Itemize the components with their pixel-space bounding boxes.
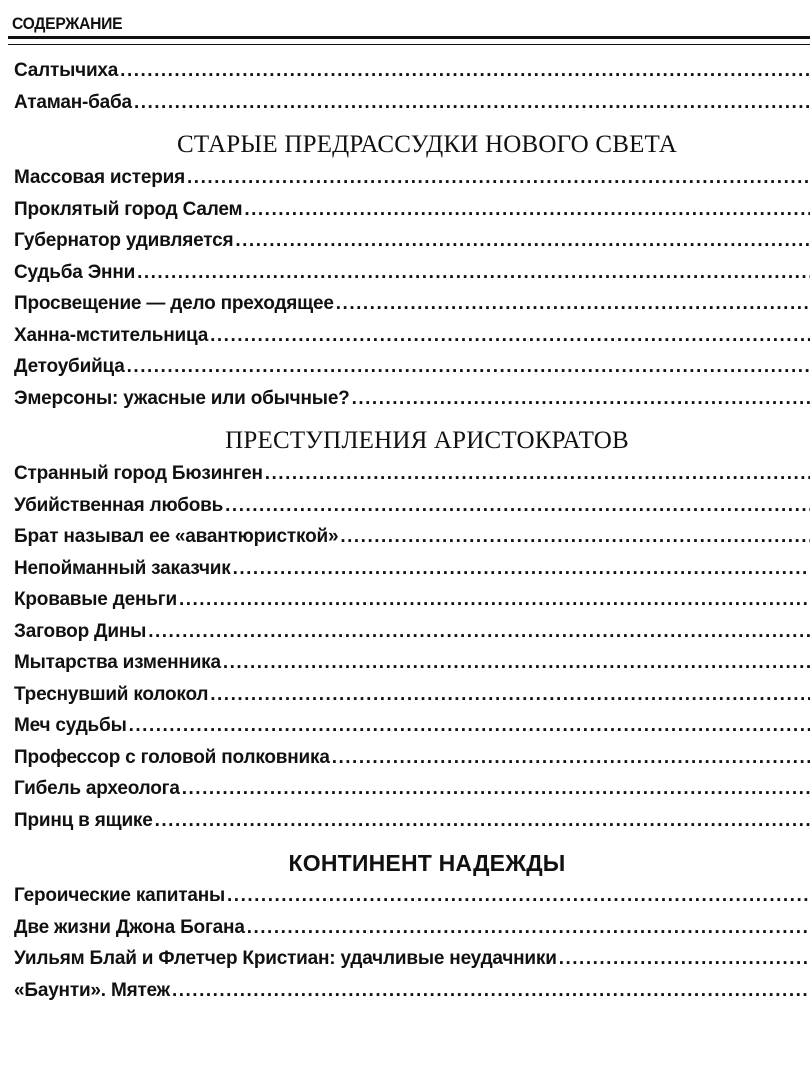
header-rule-thick xyxy=(8,36,810,39)
toc-entry-title: Кровавые деньги xyxy=(14,589,177,610)
dot-leader xyxy=(155,810,810,832)
dot-leader xyxy=(336,293,810,315)
table-of-contents xyxy=(14,60,810,1011)
section-heading: СТАРЫЕ ПРЕДРАССУДКИ НОВОГО СВЕТА xyxy=(176,131,678,158)
dot-leader xyxy=(340,526,810,548)
toc-entry-title: Проклятый город Салем xyxy=(14,198,243,220)
toc-entry xyxy=(14,262,810,294)
toc-entry xyxy=(14,621,810,653)
section-heading: КОНТИНЕНТ НАДЕЖДЫ xyxy=(288,850,566,876)
dot-leader xyxy=(227,885,810,907)
dot-leader xyxy=(179,589,810,611)
dot-leader xyxy=(244,199,810,221)
toc-entry xyxy=(14,199,810,231)
toc-entry-title: Судьба Энни xyxy=(14,261,136,283)
dot-leader xyxy=(172,980,810,1002)
toc-entry xyxy=(14,463,810,495)
toc-entry xyxy=(14,526,810,558)
dot-leader xyxy=(137,262,810,284)
toc-entry-title: Массовая истерия xyxy=(14,167,186,188)
dot-leader xyxy=(129,715,810,737)
dot-leader xyxy=(148,621,810,643)
running-head: СОДЕРЖАНИЕ xyxy=(12,14,123,33)
dot-leader xyxy=(127,356,810,378)
toc-entry xyxy=(14,388,810,420)
toc-entry-title: Салтычиха xyxy=(14,60,119,81)
dot-leader xyxy=(223,652,810,674)
toc-entry-title: Заговор Дины xyxy=(14,620,147,642)
toc-entry-title: Детоубийца xyxy=(14,356,125,377)
toc-entry-title: Ханна-мстительница xyxy=(14,324,209,346)
toc-entry-title: Две жизни Джона Богана xyxy=(14,916,245,938)
toc-entry xyxy=(14,684,810,716)
toc-entry xyxy=(14,778,810,810)
toc-entry xyxy=(14,92,810,124)
toc-entry xyxy=(14,980,810,1012)
toc-entry-title: Непойманный заказчик xyxy=(14,557,231,579)
toc-entry-title: Мытарства изменника xyxy=(14,652,221,673)
toc-entry-title: Принц в ящике xyxy=(14,809,153,831)
dot-leader xyxy=(120,60,810,82)
toc-entry-title: Треснувший колокол xyxy=(14,683,209,705)
dot-leader xyxy=(210,325,810,347)
toc-entry xyxy=(14,230,810,262)
toc-entry-title: Уильям Блай и Флетчер Кристиан: удачливые неудачники xyxy=(14,948,557,969)
toc-entry-title: Профессор с головой полковника xyxy=(14,746,330,768)
dot-leader xyxy=(210,684,810,706)
toc-entry xyxy=(14,589,810,621)
dot-leader xyxy=(265,463,810,485)
toc-entry-title: Эмерсоны: ужасные или обычные? xyxy=(14,387,350,409)
toc-entry xyxy=(14,652,810,684)
dot-leader xyxy=(247,917,810,939)
toc-entry-title: Просвещение — дело преходящее xyxy=(14,293,334,314)
toc-entry xyxy=(14,715,810,747)
section-heading: ПРЕСТУПЛЕНИЯ АРИСТОКРАТОВ xyxy=(225,427,629,454)
toc-entry xyxy=(14,948,810,980)
toc-entry-title: Героические капитаны xyxy=(14,885,226,906)
toc-entry xyxy=(14,356,810,388)
toc-entry-title: Брат называл ее «авантюристкой» xyxy=(14,526,339,547)
dot-leader xyxy=(134,92,810,114)
toc-entry-title: Гибель археолога xyxy=(14,778,180,799)
toc-entry-title: «Баунти». Мятеж xyxy=(14,979,170,1001)
toc-entry-title: Убийственная любовь xyxy=(14,494,224,516)
toc-entry xyxy=(14,885,810,917)
toc-entry xyxy=(14,293,810,325)
toc-entry-title: Губернатор удивляется xyxy=(14,230,234,251)
dot-leader xyxy=(182,778,810,800)
toc-entry-title: Атаман-баба xyxy=(14,91,132,113)
dot-leader xyxy=(225,495,810,517)
toc-entry xyxy=(14,60,810,92)
header-rule-thin xyxy=(8,44,810,45)
toc-entry xyxy=(14,747,810,779)
toc-entry xyxy=(14,558,810,590)
toc-entry xyxy=(14,917,810,949)
dot-leader xyxy=(559,948,810,970)
toc-entry xyxy=(14,325,810,357)
toc-entry-title: Странный город Бюзинген xyxy=(14,463,263,484)
dot-leader xyxy=(233,558,810,580)
toc-entry xyxy=(14,167,810,199)
dot-leader xyxy=(235,230,810,252)
dot-leader xyxy=(352,388,810,410)
dot-leader xyxy=(187,167,810,189)
dot-leader xyxy=(332,747,810,769)
toc-entry-title: Меч судьбы xyxy=(14,715,127,736)
toc-entry xyxy=(14,495,810,527)
toc-entry xyxy=(14,810,810,842)
